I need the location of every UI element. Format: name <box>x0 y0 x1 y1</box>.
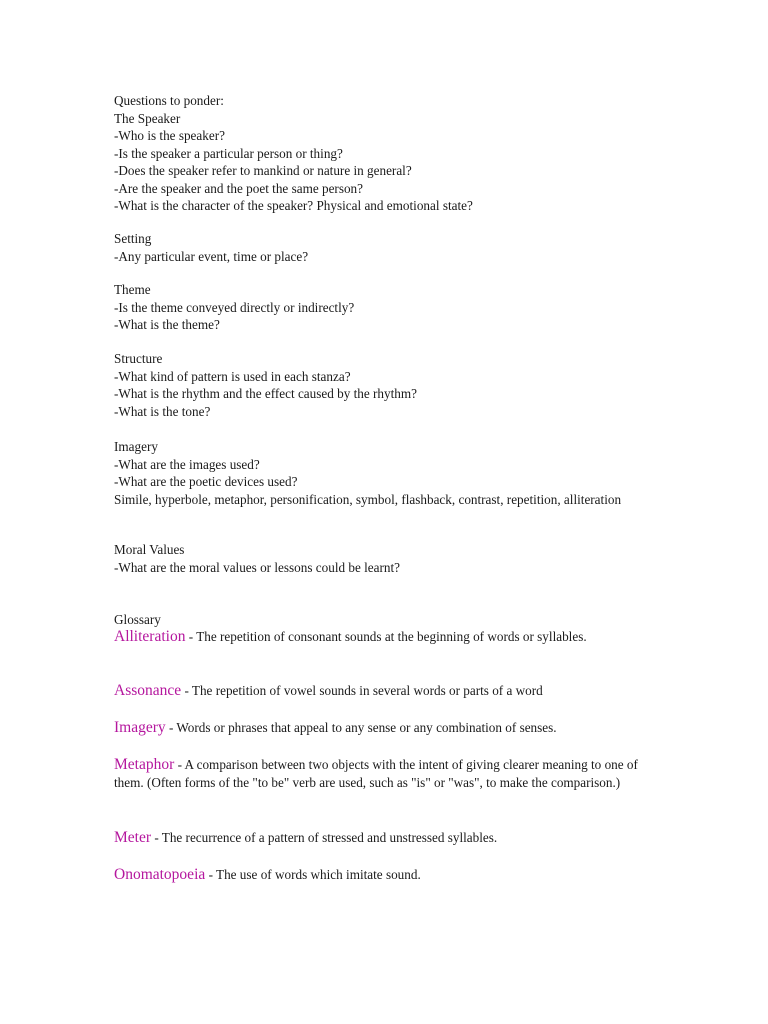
moral-title: Moral Values <box>114 542 185 557</box>
glossary-term: Meter <box>114 829 152 846</box>
glossary-term: Onomatopoeia <box>114 866 206 883</box>
speaker-question: -Are the speaker and the poet the same person? <box>114 180 363 196</box>
glossary-entry <box>114 682 654 700</box>
glossary-heading: Glossary <box>114 612 161 627</box>
questions-speaker-section <box>114 92 674 215</box>
theme-section <box>114 281 674 334</box>
imagery-section <box>114 438 644 508</box>
glossary-definition: - The repetition of consonant sounds at the beginning of words or syllables. <box>185 629 587 644</box>
imagery-title: Imagery <box>114 439 158 454</box>
glossary-entry <box>114 756 654 792</box>
moral-question: -What are the moral values or lessons could be learnt? <box>114 559 400 575</box>
structure-question: -What is the rhythm and the effect caused by the rhythm? <box>114 386 417 401</box>
glossary-term: Alliteration <box>114 628 186 645</box>
speaker-question: -Does the speaker refer to mankind or nature in general? <box>114 163 412 178</box>
glossary-definition: - The repetition of vowel sounds in several words or parts of a word <box>181 683 543 698</box>
structure-question: -What kind of pattern is used in each stanza? <box>114 368 351 384</box>
setting-section <box>114 230 674 265</box>
theme-question: -What is the theme? <box>114 317 220 332</box>
setting-title: Setting <box>114 231 152 246</box>
structure-section <box>114 350 674 420</box>
setting-question: -Any particular event, time or place? <box>114 248 309 264</box>
glossary-entry <box>114 829 654 847</box>
glossary-definition: - Words or phrases that appeal to any sense or any combination of senses. <box>165 720 557 735</box>
glossary-heading-block <box>114 611 674 629</box>
poetic-devices-list: Simile, hyperbole, metaphor, personification, symbol, flashback, contrast, repetition, alliteration <box>114 491 622 507</box>
glossary-definition: - A comparison between two objects with the intent of giving clearer meaning to one of them. (Often forms of the "to be" verb are used, such as "is" or "was", to make the comparison.) <box>114 757 638 790</box>
glossary-definition: - The recurrence of a pattern of stressed and unstressed syllables. <box>151 830 498 845</box>
speaker-question: -What is the character of the speaker? Physical and emotional state? <box>114 198 473 213</box>
theme-title: Theme <box>114 282 151 297</box>
speaker-question: -Who is the speaker? <box>114 128 225 143</box>
glossary-entry <box>114 719 654 737</box>
glossary-entry <box>114 628 654 646</box>
speaker-question: -Is the speaker a particular person or thing? <box>114 145 343 161</box>
glossary-term: Metaphor <box>114 756 175 773</box>
glossary-entry <box>114 866 654 884</box>
moral-values-section <box>114 541 674 576</box>
theme-question: -Is the theme conveyed directly or indirectly? <box>114 299 355 315</box>
structure-question: -What is the tone? <box>114 403 211 419</box>
structure-title: Structure <box>114 351 163 366</box>
glossary-term: Assonance <box>114 682 182 699</box>
speaker-title: The Speaker <box>114 110 181 126</box>
glossary-definition: - The use of words which imitate sound. <box>205 867 421 882</box>
glossary-term: Imagery <box>114 719 166 736</box>
imagery-question: -What are the poetic devices used? <box>114 474 298 489</box>
questions-heading: Questions to ponder: <box>114 93 224 108</box>
imagery-question: -What are the images used? <box>114 456 260 472</box>
